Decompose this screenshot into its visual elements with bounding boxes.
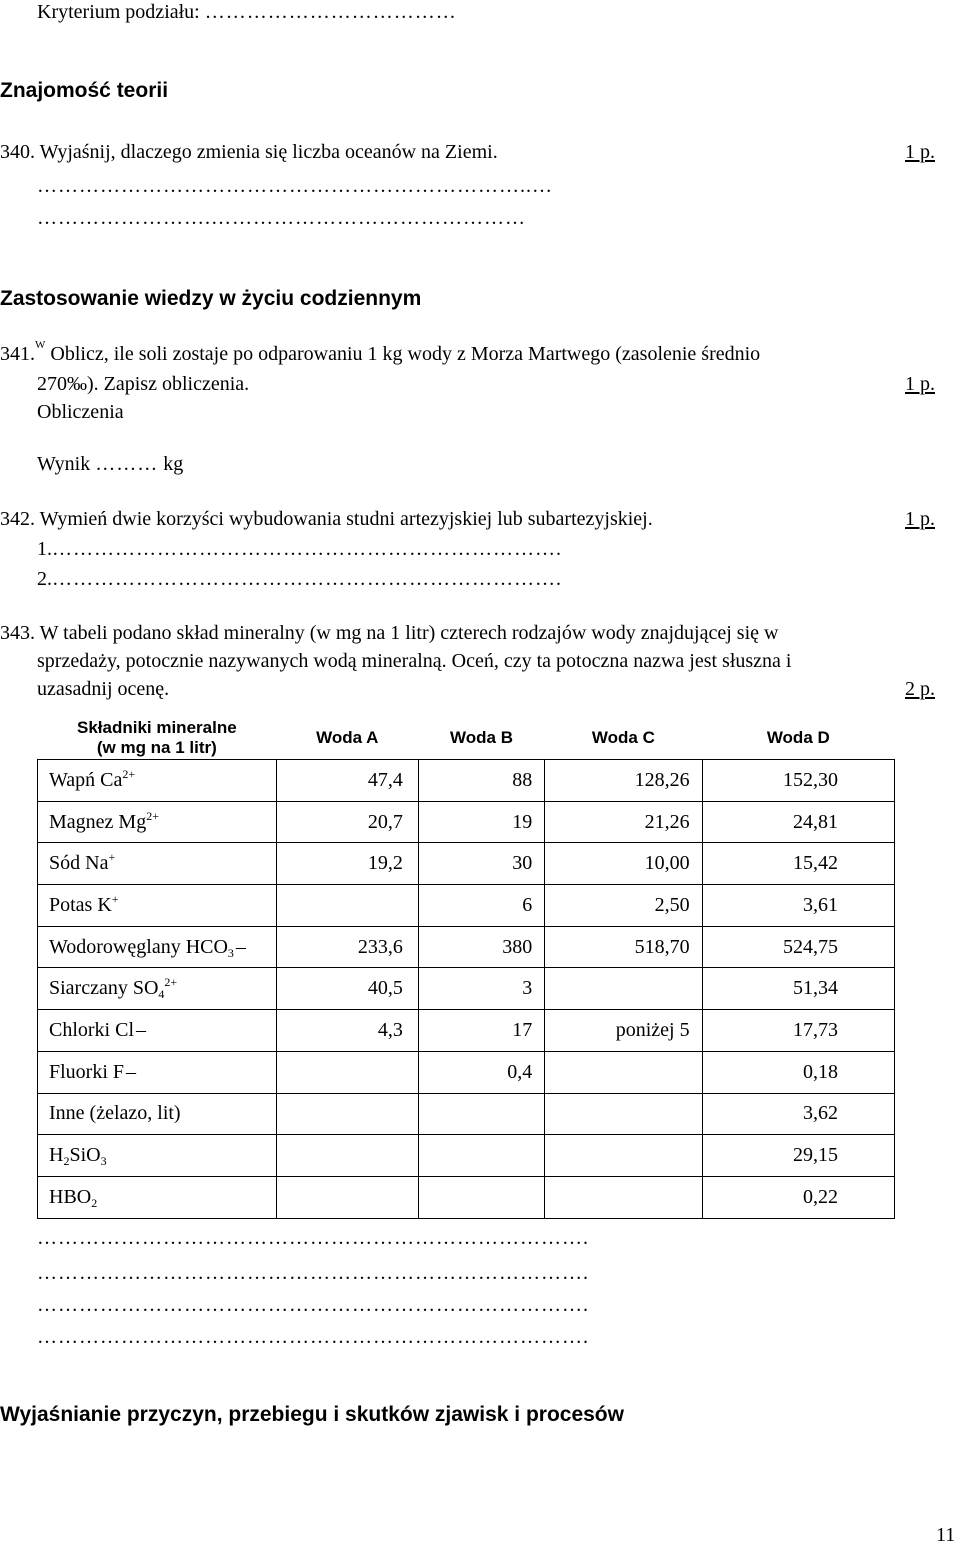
table-row [38, 801, 895, 843]
table-cell [276, 1176, 418, 1218]
table-cell: poniżej 5 [545, 1010, 702, 1052]
header-water-d: Woda D [766, 728, 830, 747]
question-342 [0, 509, 653, 529]
question-marker: W [35, 339, 46, 351]
answer-number: 2. [37, 568, 52, 590]
result-line [37, 454, 183, 474]
minerals-table [37, 717, 895, 1219]
calculations-label: Obliczenia [37, 401, 124, 423]
mineral-name [38, 1093, 277, 1135]
table-cell [418, 1093, 544, 1135]
table-cell: 15,42 [702, 843, 894, 885]
table-row [38, 1093, 895, 1135]
mineral-label: Chlorki Cl [49, 1018, 135, 1041]
question-text-cont: uzasadnij ocenę. [37, 678, 170, 700]
criterion-label: Kryterium podziału: [37, 1, 200, 23]
table-cell: 0,4 [418, 1051, 544, 1093]
superscript: + [108, 850, 116, 865]
mineral-label: Sód Na [49, 852, 109, 875]
ion-charge: – [235, 935, 246, 958]
answer-line[interactable]: ……………………………………………………………………. [37, 1294, 589, 1316]
table-cell [418, 1135, 544, 1177]
table-cell: 4,3 [276, 1010, 418, 1052]
result-unit: kg [163, 453, 184, 475]
header-components [38, 717, 277, 760]
subscript: 2 [91, 1195, 98, 1210]
table-cell: 128,26 [545, 760, 702, 802]
table-row [38, 1176, 895, 1218]
table-cell: 19,2 [276, 843, 418, 885]
mineral-label: H [49, 1144, 64, 1167]
header-water-c: Woda C [591, 728, 655, 747]
ion-charge: – [126, 1060, 137, 1083]
subscript: 3 [100, 1154, 107, 1169]
table-cell: 19 [418, 801, 544, 843]
mineral-label: HBO [49, 1185, 92, 1208]
question-number: 342. [0, 508, 35, 530]
table-cell: 3 [418, 968, 544, 1010]
mineral-label: Wodorowęglany HCO [49, 935, 228, 958]
table-cell [276, 1051, 418, 1093]
answer-dots: ………………………………………………………………. [52, 568, 562, 590]
table-cell [545, 968, 702, 1010]
table-row [38, 926, 895, 968]
header-line: (w mg na 1 litr) [96, 738, 217, 757]
table-cell: 152,30 [702, 760, 894, 802]
table-cell: 233,6 [276, 926, 418, 968]
table-cell: 24,81 [702, 801, 894, 843]
mineral-name [38, 1176, 277, 1218]
answer-line[interactable]: ……………………………………………………………………. [37, 1326, 589, 1348]
answer-number: 1. [37, 538, 52, 560]
superscript: + [111, 891, 119, 906]
question-text: Wymień dwie korzyści wybudowania studni artezyjskiej lub subartezyjskiej. [39, 508, 653, 530]
mineral-name [38, 760, 277, 802]
ion-charge: – [136, 1018, 147, 1041]
mineral-label: Magnez Mg [49, 810, 147, 833]
answer-line[interactable]: …………………….……………………………………… [37, 207, 526, 229]
table-cell: 88 [418, 760, 544, 802]
question-343 [0, 623, 778, 643]
mineral-name [38, 885, 277, 927]
mineral-label: Siarczany SO [49, 977, 159, 1000]
table-cell [418, 1176, 544, 1218]
table-cell: 10,00 [545, 843, 702, 885]
table-cell [545, 1135, 702, 1177]
question-number: 343. [0, 622, 35, 644]
header-water-a: Woda A [316, 728, 379, 747]
section-heading-explanation: Wyjaśnianie przyczyn, przebiegu i skutków zjawisk i procesów [0, 1403, 624, 1426]
points-badge: 1 p. [905, 508, 935, 530]
superscript: 2+ [164, 975, 178, 990]
table-cell [276, 1093, 418, 1135]
table-row [38, 1135, 895, 1177]
subscript: 3 [227, 945, 234, 960]
result-input[interactable]: ……… [95, 453, 159, 475]
points-badge: 1 p. [905, 141, 935, 163]
table-header-row [38, 717, 895, 760]
mineral-label: Potas K [49, 893, 112, 916]
question-341 [0, 339, 761, 365]
question-text: W tabeli podano skład mineralny (w mg na 1 litr) czterech rodzajów wody znajdującej się w [39, 622, 779, 644]
table-cell: 0,22 [702, 1176, 894, 1218]
result-label: Wynik [37, 453, 91, 475]
mineral-label: SiO [69, 1144, 101, 1167]
table-row [38, 1051, 895, 1093]
table-cell: 380 [418, 926, 544, 968]
table-cell: 20,7 [276, 801, 418, 843]
question-text: Oblicz, ile soli zostaje po odparowaniu 1 kg wody z Morza Martwego (zasolenie średnio [50, 343, 761, 365]
table-row [38, 760, 895, 802]
table-cell: 2,50 [545, 885, 702, 927]
table-cell [545, 1176, 702, 1218]
question-340 [0, 142, 498, 162]
table-row [38, 968, 895, 1010]
superscript: 2+ [122, 766, 136, 781]
table-row [38, 843, 895, 885]
answer-line[interactable]: ……………………………………………………………………. [37, 1262, 589, 1284]
mineral-label: Inne (żelazo, lit) [49, 1102, 181, 1125]
answer-line[interactable]: ……………………………………………………………..… [37, 175, 553, 197]
mineral-name [38, 801, 277, 843]
page-number: 11 [936, 1524, 956, 1546]
header-line: Składniki mineralne [76, 718, 237, 737]
superscript: 2+ [146, 808, 159, 823]
mineral-name [38, 843, 277, 885]
question-number: 341. [0, 343, 35, 365]
header-water-b: Woda B [450, 728, 514, 747]
mineral-name [38, 1051, 277, 1093]
question-text-cont: sprzedaży, potocznie nazywanych wodą mineralną. Oceń, czy ta potoczna nazwa jest słuszna i [37, 650, 792, 672]
table-cell [276, 1135, 418, 1177]
subscript: 4 [158, 987, 165, 1002]
table-row [38, 885, 895, 927]
criterion-line [37, 2, 457, 22]
table-cell: 30 [418, 843, 544, 885]
table-cell [545, 1051, 702, 1093]
mineral-name [38, 1135, 277, 1177]
table-cell: 29,15 [702, 1135, 894, 1177]
table-cell [276, 885, 418, 927]
mineral-name [38, 926, 277, 968]
points-badge: 1 p. [905, 373, 935, 395]
answer-line-1[interactable] [37, 539, 562, 559]
mineral-label: Wapń Ca [49, 768, 123, 791]
table-cell: 0,18 [702, 1051, 894, 1093]
answer-dots: ………………………………………………………………. [52, 538, 562, 560]
question-text-cont: 270‰). Zapisz obliczenia. [37, 373, 250, 395]
answer-line[interactable]: ……………………………………………………………………. [37, 1227, 589, 1249]
table-cell: 3,61 [702, 885, 894, 927]
table-cell: 21,26 [545, 801, 702, 843]
section-heading-theory: Znajomość teorii [0, 79, 169, 102]
table-cell: 51,34 [702, 968, 894, 1010]
table-cell: 518,70 [545, 926, 702, 968]
mineral-label: Fluorki F [49, 1060, 125, 1083]
question-number: 340. [0, 141, 35, 163]
criterion-dots: ……………………………… [204, 1, 457, 23]
mineral-name [38, 968, 277, 1010]
section-heading-application: Zastosowanie wiedzy w życiu codziennym [0, 287, 422, 310]
table-cell: 3,62 [702, 1093, 894, 1135]
table-cell: 17 [418, 1010, 544, 1052]
table-cell: 40,5 [276, 968, 418, 1010]
answer-line-2[interactable] [37, 569, 562, 589]
mineral-name [38, 1010, 277, 1052]
table-cell [545, 1093, 702, 1135]
table-cell: 47,4 [276, 760, 418, 802]
subscript: 2 [63, 1154, 70, 1169]
points-badge: 2 p. [905, 678, 935, 700]
table-cell: 6 [418, 885, 544, 927]
table-cell: 524,75 [702, 926, 894, 968]
table-row [38, 1010, 895, 1052]
question-text: Wyjaśnij, dlaczego zmienia się liczba oceanów na Ziemi. [39, 141, 498, 163]
table-cell: 17,73 [702, 1010, 894, 1052]
